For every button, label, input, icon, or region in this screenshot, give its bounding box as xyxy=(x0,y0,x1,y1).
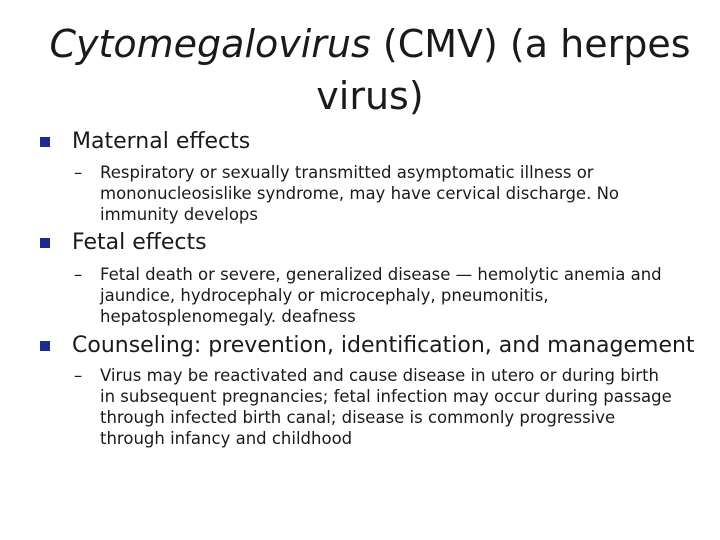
bullet-maternal-effects xyxy=(40,128,250,156)
sub-bullet-counseling xyxy=(74,365,674,449)
bullet-square-icon xyxy=(40,341,50,351)
sub-bullet-text: Fetal death or severe, generalized disease — hemolytic anemia and jaundice, hydrocephaly or microcephaly, pneumonitis, hepatosplenomegaly. deafness xyxy=(100,265,662,326)
bullet-label: Fetal effects xyxy=(72,230,207,255)
dash-icon: – xyxy=(74,163,83,182)
bullet-label: Maternal effects xyxy=(72,129,251,154)
dash-icon: – xyxy=(74,265,83,284)
bullet-square-icon xyxy=(40,238,50,248)
bullet-label: Counseling: prevention, identification, and management xyxy=(72,333,695,358)
dash-icon: – xyxy=(74,366,83,385)
slide-title xyxy=(40,18,700,122)
sub-bullet-text: Respiratory or sexually transmitted asymptomatic illness or mononucleosislike syndrome, may have cervical discharge. No immunity develops xyxy=(100,163,620,224)
sub-bullet-maternal xyxy=(74,162,674,225)
slide-title-rest: (CMV) (a herpes virus) xyxy=(316,22,691,118)
sub-bullet-text: Virus may be reactivated and cause disease in utero or during birth in subsequent pregnancies; fetal infection may occur during passage through infected birth canal; disease is commonly progressive through infancy and childhood xyxy=(100,366,672,448)
slide-title-italic: Cytomegalovirus xyxy=(49,22,371,66)
bullet-counseling xyxy=(40,332,695,360)
sub-bullet-fetal xyxy=(74,264,674,327)
bullet-square-icon xyxy=(40,137,50,147)
bullet-fetal-effects xyxy=(40,229,207,257)
